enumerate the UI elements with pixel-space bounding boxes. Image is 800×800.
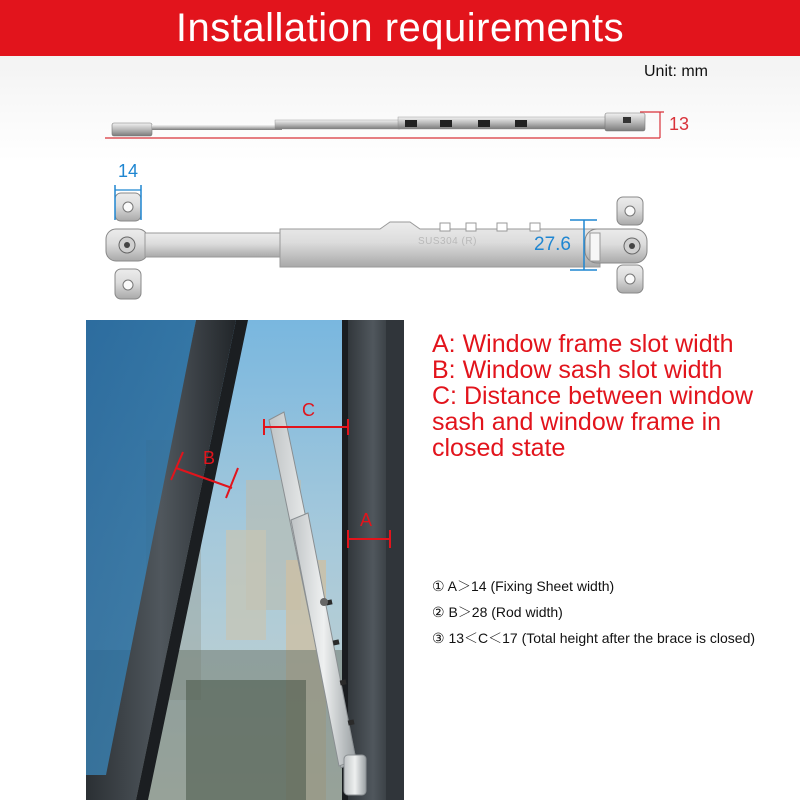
- rod-width-label: 27.6: [534, 234, 571, 255]
- label-a: A: [360, 510, 373, 530]
- unit-label: Unit: mm: [644, 63, 708, 80]
- description-c: C: Distance between window sash and window frame in closed state: [432, 382, 753, 462]
- requirement-item: ③ 13＜C＜17 (Total height after the brace is closed): [432, 630, 756, 646]
- requirement-item: ① A＞14 (Fixing Sheet width): [432, 578, 615, 594]
- label-c: C: [302, 400, 315, 420]
- description-b: B: Window sash slot width: [432, 356, 723, 384]
- height-dimension-label: 13: [669, 114, 690, 134]
- fixing-sheet-width-label: 14: [118, 161, 139, 181]
- description-a: A: Window frame slot width: [432, 330, 734, 358]
- material-stamp: SUS304 (R): [418, 236, 477, 247]
- page-title: Installation requirements: [0, 0, 800, 56]
- dimension-descriptions: [432, 331, 762, 461]
- requirement-item: ② B＞28 (Rod width): [432, 604, 563, 620]
- requirements-list: [432, 573, 762, 651]
- installation-photo: [86, 320, 404, 800]
- label-b: B: [203, 448, 216, 468]
- brace-front-view: [0, 185, 800, 315]
